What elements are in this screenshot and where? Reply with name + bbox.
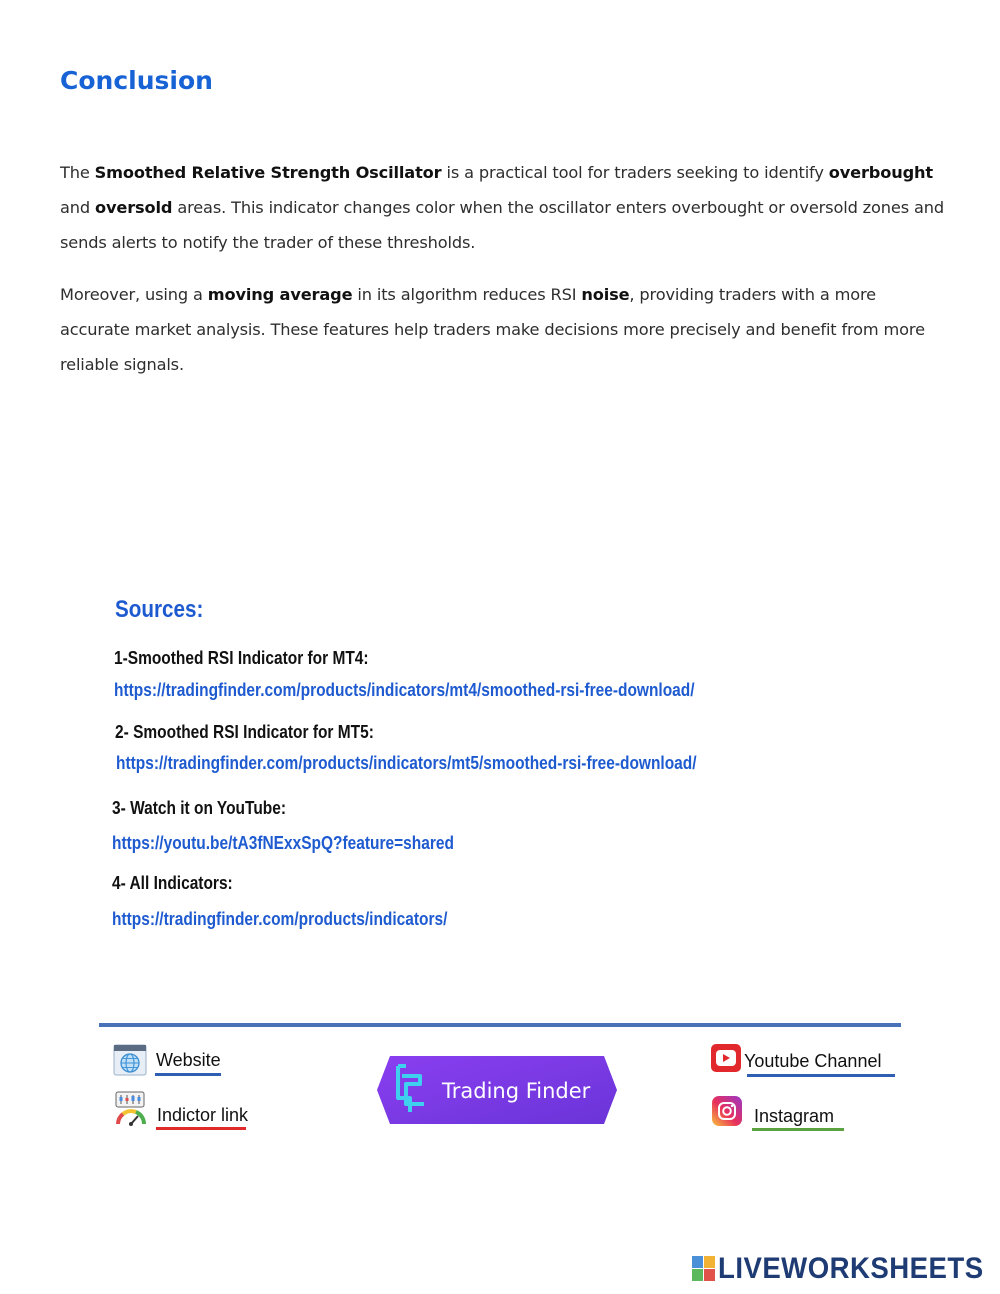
instagram-underline: [752, 1128, 844, 1131]
website-link[interactable]: Website: [156, 1050, 221, 1070]
conclusion-paragraph-2: [60, 277, 945, 382]
website-underline: [155, 1073, 221, 1076]
text-run: and: [60, 198, 95, 217]
indicator-underline: [156, 1127, 246, 1130]
gauge-chart-icon: [114, 1091, 148, 1127]
source-heading-mt5: 2- Smoothed RSI Indicator for MT5:: [115, 722, 374, 742]
source-link-mt5[interactable]: https://tradingfinder.com/products/indicators/mt5/smoothed-rsi-free-download/: [116, 753, 697, 773]
liveworksheets-watermark: LIVEWORKSHEETS: [718, 1252, 984, 1285]
text-run: is a practical tool for traders seeking to identify: [441, 163, 829, 182]
source-heading-all-indicators: 4- All Indicators:: [112, 873, 233, 893]
bold-run: noise: [581, 285, 630, 304]
sources-heading: Sources:: [115, 596, 204, 623]
text-run: The: [60, 163, 95, 182]
liveworksheets-logo-icon: [692, 1256, 716, 1282]
conclusion-paragraph-1: [60, 155, 945, 260]
trading-finder-logo[interactable]: [376, 1054, 618, 1126]
globe-icon: [113, 1044, 147, 1076]
text-run: , providing traders with a more accurate market analysis. These features help traders make decisions more precisely and benefit from more reliable signals.: [60, 285, 925, 374]
text-run: areas. This indicator changes color when the oscillator enters overbought or oversold zones and sends alerts to notify the trader of these thresholds.: [60, 198, 944, 252]
brand-text: Trading Finder: [442, 1079, 591, 1103]
conclusion-heading: Conclusion: [60, 66, 213, 95]
indicator-link[interactable]: Indictor link: [157, 1105, 249, 1125]
bold-run: moving average: [207, 285, 353, 304]
footer-divider: [99, 1023, 901, 1027]
bold-run: overbought: [828, 163, 933, 182]
text-run: Moreover, using a: [60, 285, 208, 304]
bold-run: oversold: [95, 198, 173, 217]
source-heading-youtube: 3- Watch it on YouTube:: [112, 798, 287, 818]
instagram-icon: [712, 1096, 742, 1126]
youtube-underline: [747, 1074, 895, 1077]
source-link-mt4[interactable]: https://tradingfinder.com/products/indicators/mt4/smoothed-rsi-free-download/: [114, 680, 695, 700]
source-link-all-indicators[interactable]: https://tradingfinder.com/products/indicators/: [112, 909, 448, 929]
bold-run: Smoothed Relative Strength Oscillator: [94, 163, 442, 182]
text-run: in its algorithm reduces RSI: [352, 285, 582, 304]
youtube-channel-link[interactable]: Youtube Channel: [744, 1051, 882, 1071]
instagram-link[interactable]: Instagram: [754, 1106, 835, 1126]
source-heading-mt4: 1-Smoothed RSI Indicator for MT4:: [114, 648, 369, 668]
youtube-icon: [711, 1044, 741, 1072]
source-link-youtube[interactable]: https://youtu.be/tA3fNExxSpQ?feature=shared: [112, 833, 454, 853]
